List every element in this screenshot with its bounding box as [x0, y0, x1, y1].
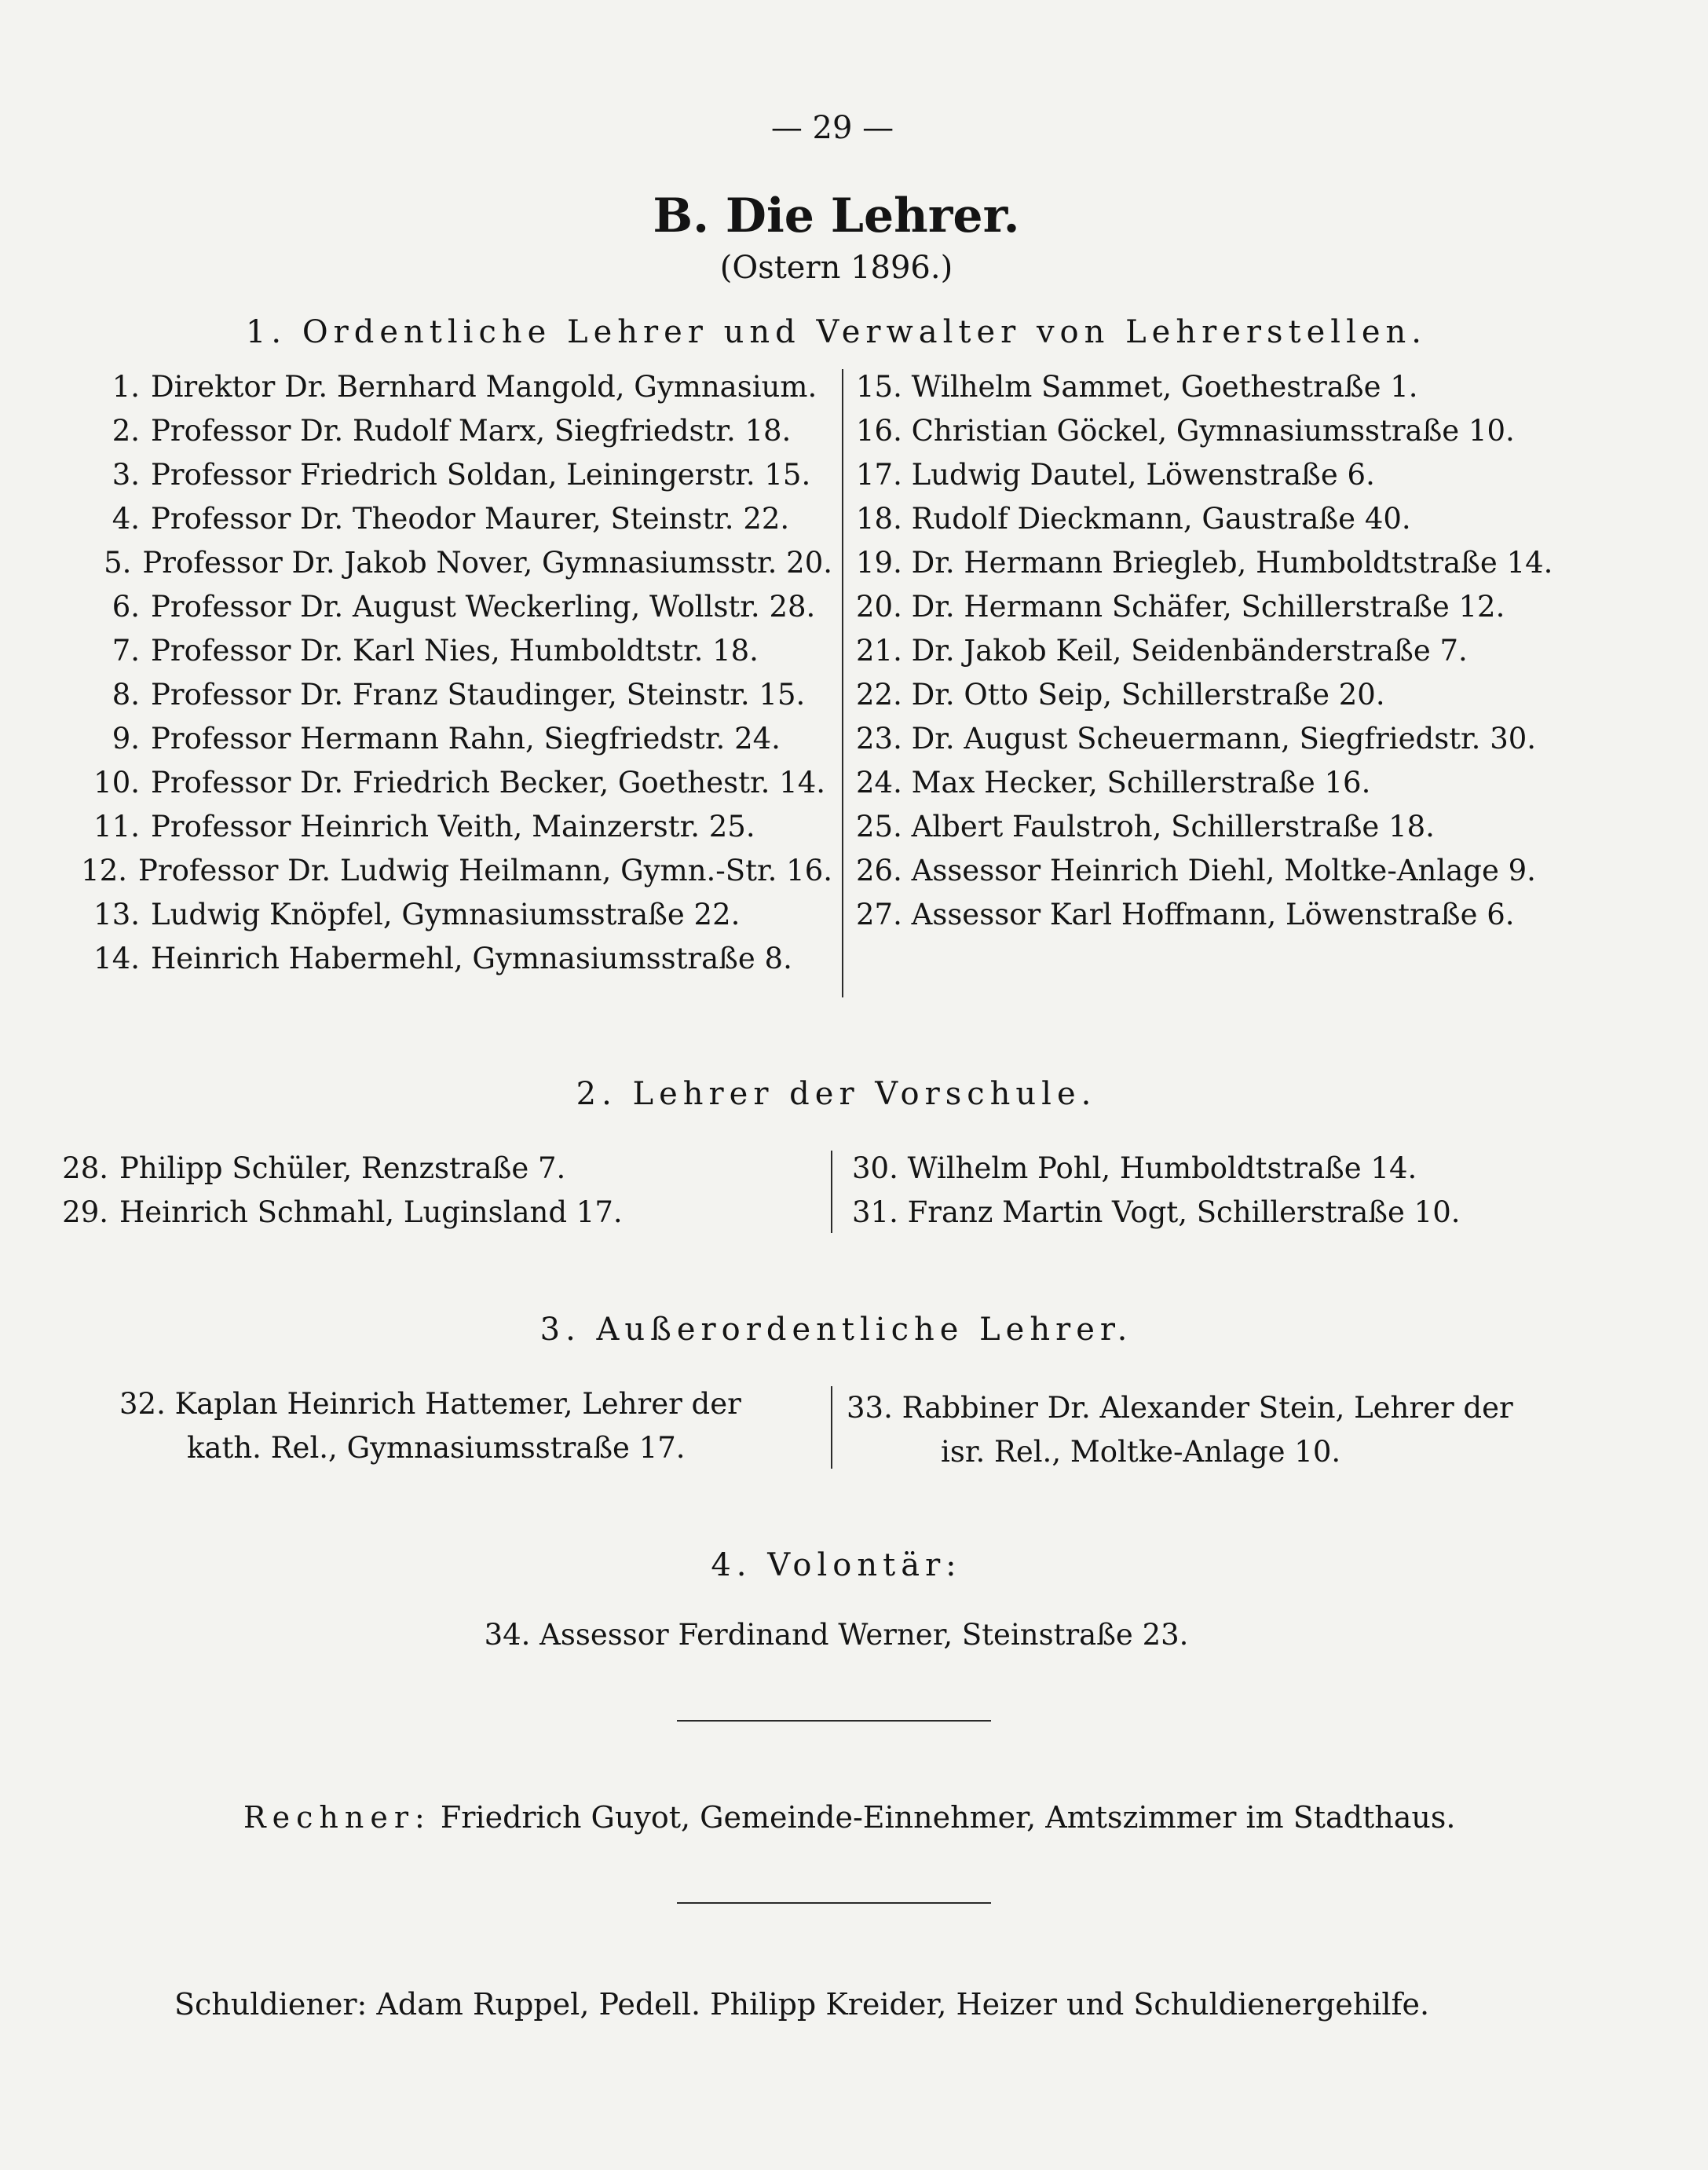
ordentliche-right-column [856, 365, 1657, 937]
list-item: 9. Professor Hermann Rahn, Siegfriedstr. 24. [112, 722, 781, 756]
schuldiener-text: Adam Ruppel, Pedell. Philipp Kreider, Heizer und Schuldienergehilfe. [376, 1987, 1430, 2022]
list-item: 30. Wilhelm Pohl, Humboldtstraße 14. [852, 1151, 1417, 1185]
vorschule-left-column [47, 1147, 817, 1235]
rechner-line [243, 1800, 1455, 1835]
list-item: 23. Dr. August Scheuermann, Siegfriedstr. 30. [856, 722, 1537, 756]
vorschule-right-column [852, 1147, 1653, 1235]
list-item: 6. Professor Dr. August Weckerling, Wollstr. 28. [112, 590, 816, 624]
schuldiener-line [174, 1987, 1429, 2022]
list-item: 28. Philipp Schüler, Renzstraße 7. [62, 1151, 566, 1185]
list-item: 19. Dr. Hermann Briegleb, Humboldtstraße 14. [856, 546, 1553, 580]
list-item: 3. Professor Friedrich Soldan, Leiningerstr. 15. [112, 458, 811, 492]
list-item: 20. Dr. Hermann Schäfer, Schillerstraße 12. [856, 590, 1505, 624]
list-item: 2. Professor Dr. Rudolf Marx, Siegfriedstr. 18. [112, 414, 792, 448]
list-item: 14. Heinrich Habermehl, Gymnasiumsstraße 8. [93, 942, 792, 975]
section-heading-ordentliche: 1. Ordentliche Lehrer und Verwalter von Lehrerstellen. [245, 314, 1428, 350]
list-item: 24. Max Hecker, Schillerstraße 16. [856, 766, 1371, 800]
list-item: 26. Assessor Heinrich Diehl, Moltke-Anlage 9. [856, 854, 1536, 887]
section-heading-vorschule: 2. Lehrer der Vorschule. [576, 1076, 1097, 1112]
list-item: 31. Franz Martin Vogt, Schillerstraße 10. [852, 1195, 1461, 1229]
divider [677, 1720, 991, 1722]
list-item: 1. Direktor Dr. Bernhard Mangold, Gymnasium. [112, 370, 817, 404]
ordentliche-left-column [79, 365, 832, 981]
list-item: 18. Rudolf Dieckmann, Gaustraße 40. [856, 502, 1411, 536]
list-item: 10. Professor Dr. Friedrich Becker, Goethestr. 14. [93, 766, 826, 800]
column-divider [831, 1151, 832, 1233]
column-divider [831, 1386, 832, 1469]
list-item: 22. Dr. Otto Seip, Schillerstraße 20. [856, 678, 1385, 712]
rechner-label: Rechner: [243, 1800, 431, 1835]
list-item: 32. Kaplan Heinrich Hattemer, Lehrer der kath. Rel., Gymnasiumsstraße 17. [119, 1387, 741, 1465]
list-item: 5. Professor Dr. Jakob Nover, Gymnasiumsstr. 20. [104, 546, 832, 580]
list-item: 29. Heinrich Schmahl, Luginsland 17. [62, 1195, 623, 1229]
list-item: 11. Professor Heinrich Veith, Mainzerstr. 25. [93, 810, 755, 843]
list-item: 7. Professor Dr. Karl Nies, Humboldtstr. 18. [112, 634, 759, 668]
list-item: 12. Professor Dr. Ludwig Heilmann, Gymn.-Str. 16. [81, 854, 832, 887]
list-item: 21. Dr. Jakob Keil, Seidenbänderstraße 7. [856, 634, 1468, 668]
list-item: 25. Albert Faulstroh, Schillerstraße 18. [856, 810, 1435, 843]
section-heading-volontaer: 4. Volontär: [711, 1547, 962, 1583]
page-title: B. Die Lehrer. [653, 188, 1020, 243]
list-item: 4. Professor Dr. Theodor Maurer, Steinstr. 22. [112, 502, 790, 536]
page-subtitle: (Ostern 1896.) [719, 250, 953, 286]
list-item: 8. Professor Dr. Franz Staudinger, Steinstr. 15. [112, 678, 806, 712]
divider [677, 1902, 991, 1904]
column-divider [842, 369, 843, 997]
list-item: 34. Assessor Ferdinand Werner, Steinstraße 23. [484, 1618, 1189, 1652]
rechner-text: Friedrich Guyot, Gemeinde-Einnehmer, Amtszimmer im Stadthaus. [440, 1800, 1456, 1835]
section-heading-ausserordentliche: 3. Außerordentliche Lehrer. [539, 1312, 1133, 1348]
list-item: 16. Christian Göckel, Gymnasiumsstraße 10. [856, 414, 1515, 448]
list-item: 15. Wilhelm Sammet, Goethestraße 1. [856, 370, 1418, 404]
list-item: 33. Rabbiner Dr. Alexander Stein, Lehrer der isr. Rel., Moltke-Anlage 10. [847, 1391, 1513, 1469]
page-number: — 29 — [770, 110, 894, 146]
list-item: 17. Ludwig Dautel, Löwenstraße 6. [856, 458, 1375, 492]
list-item: 27. Assessor Karl Hoffmann, Löwenstraße 6. [856, 898, 1515, 931]
schuldiener-label: Schuldiener: [174, 1987, 368, 2022]
list-item: 13. Ludwig Knöpfel, Gymnasiumsstraße 22. [93, 898, 741, 931]
